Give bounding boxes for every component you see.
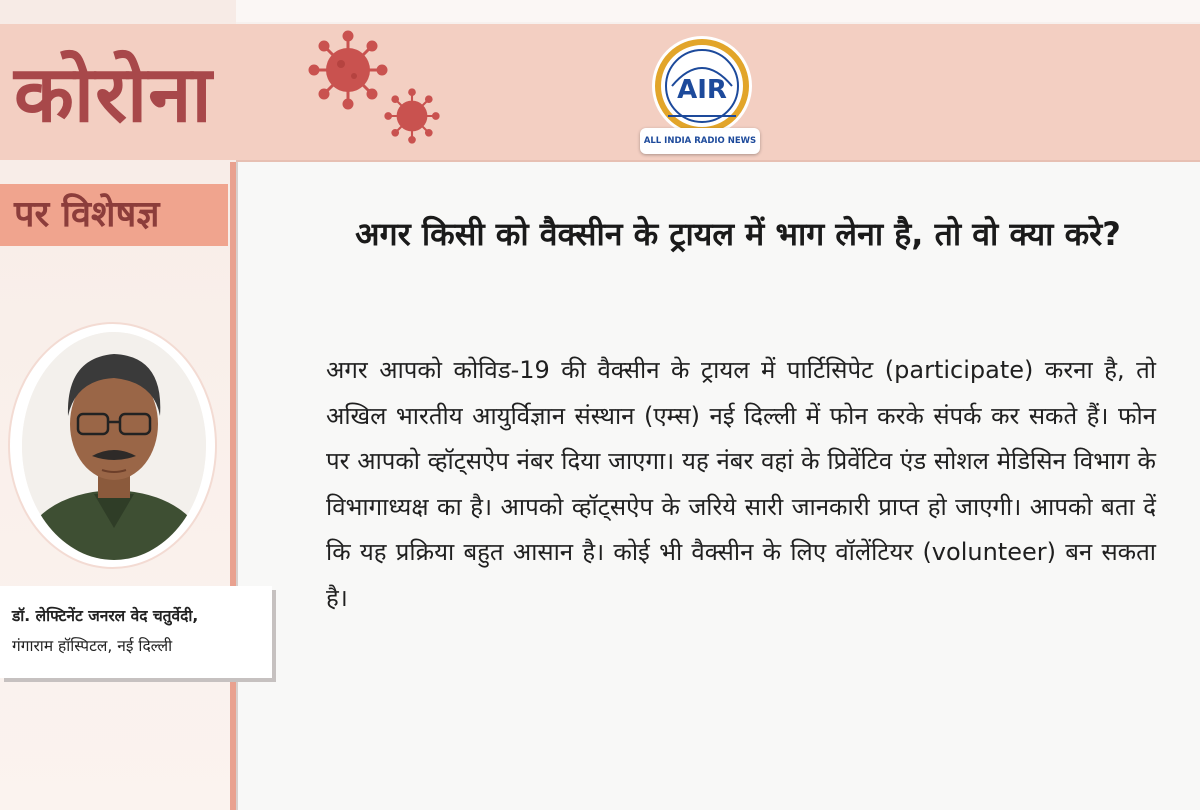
expert-caption-box	[0, 586, 272, 678]
expert-affiliation: गंगाराम हॉस्पिटल, नई दिल्ली	[12, 637, 173, 655]
coronavirus-icon	[308, 30, 388, 110]
vertical-divider	[236, 162, 238, 810]
banner-subtitle: पर विशेषज्ञ	[14, 194, 160, 235]
answer-paragraph: अगर आपको कोविड-19 की वैक्सीन के ट्रायल में पार्टिसिपेट (participate) करना है, तो अखिल भारतीय आयुर्विज्ञान संस्थान (एम्स) नई दिल्ली में फोन करके संपर्क कर सकते हैं। फोन पर आपको व्हॉट्सऐप नंबर दिया जाएगा। यह नंबर वहां के प्रिवेंटिव एंड सोशल मेडिसिन विभाग के विभागाध्यक्ष का है। आपको व्हॉट्सऐप के जरिये सारी जानकारी प्राप्त हो जाएगी। आपको बता दें कि यह प्रक्रिया बहुत आसान है। कोई भी वैक्सीन के लिए वॉलेंटियर (volunteer) बन सकता है।	[326, 356, 1156, 612]
logo-monogram: AIR	[677, 75, 727, 105]
expert-photo	[22, 332, 206, 560]
expert-name: डॉ. लेफ्टिनेंट जनरल वेद चतुर्वेदी,	[12, 607, 199, 625]
banner-title: कोरोना	[14, 50, 213, 140]
top-strip	[236, 0, 1200, 22]
logo-tagline: ALL INDIA RADIO NEWS	[640, 128, 760, 154]
expert-portrait-icon	[22, 332, 206, 560]
coronavirus-icon-small	[384, 88, 440, 144]
question-heading: अगर किसी को वैक्सीन के ट्रायल में भाग लेना है, तो वो क्या करे?	[355, 215, 1121, 253]
